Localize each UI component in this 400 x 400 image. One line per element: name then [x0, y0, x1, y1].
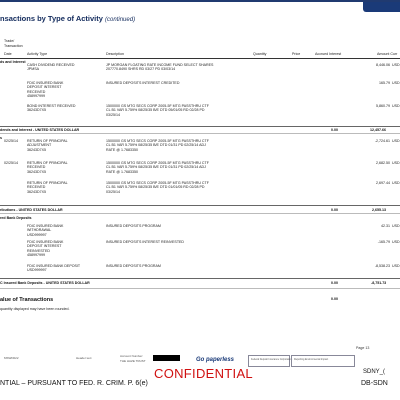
row-description-line: 1500000 GS MTG SECS CORP 2005-5F MTG PASSTHRU CTF: [106, 139, 209, 143]
row-activity-line: DEPOSIT INTEREST: [27, 244, 62, 249]
row-description-line: INSURED DEPOSITS PROGRAM: [106, 224, 161, 228]
row-amount: 8,446.06: [376, 63, 390, 67]
row-activity-line: 36243D7X5: [27, 189, 46, 194]
bates-prefix: SDNY_(: [363, 369, 386, 375]
account-name: THE HAZE TRUST: [120, 359, 146, 363]
row-currency: USD: [392, 63, 400, 67]
row-description-line: CL B1 VAR 5.759% 08/25/35 B/E DTD 01/31 PD 02/25/14 ADJ: [106, 165, 206, 170]
row-description-line: RATE @ 1.7683350: [106, 147, 138, 152]
section-dividends-accrued: 0.00: [331, 128, 338, 132]
redaction-bar: [153, 355, 180, 361]
row-currency: USD: [392, 224, 400, 228]
row-activity-line: CASH DIVIDEND RECEIVED: [27, 63, 75, 67]
row-description-line: 03/25/14: [106, 112, 120, 117]
page-title: nsactions by Type of Activity (continued): [0, 14, 136, 23]
row-activity-line: 458997999: [27, 252, 45, 257]
row-currency: USD: [392, 139, 400, 143]
row-description-line: CL B1 VAR 5.759% 08/25/35 B/E DTD 01/01/05 RD 02/28 PD: [106, 185, 205, 190]
page-number: Page 13: [356, 346, 370, 350]
section-rule: [0, 205, 400, 206]
rounding-note: quantity displayed may have been rounded.: [0, 307, 70, 311]
environment-box-text: Reporting Environmental Impact: [294, 358, 329, 361]
row-activity-line: USD999997: [27, 268, 47, 273]
confidential-stamp: CONFIDENTIAL: [154, 366, 253, 381]
row-currency: USD: [392, 104, 400, 108]
fdic-box: [248, 355, 293, 367]
top-rule: [0, 0, 400, 2]
col-description: Description: [106, 52, 124, 56]
row-amount: -2,724.61: [374, 139, 390, 143]
row-activity-line: REINVESTED: [27, 248, 50, 253]
row-currency: USD: [392, 161, 400, 165]
row-activity-line: RETURN OF PRINCIPAL: [27, 139, 68, 143]
row-activity-line: ADJUSTMENT: [27, 143, 52, 148]
row-description-line: INSURED DEPOSITS PROGRAM: [106, 264, 161, 268]
row-currency: USD: [392, 240, 400, 244]
row-activity-line: DEPOSIT INTEREST: [27, 85, 62, 90]
row-description-line: 1500000 GS MTG SECS CORP 2005-5F MTG PASSTHRU CTF: [106, 104, 209, 108]
total-value-title: alue of Transactions: [0, 297, 54, 303]
row-amount: -8,538.23: [374, 264, 390, 268]
header-rule: [0, 58, 400, 59]
row-activity-line: 36243D7X5: [27, 108, 46, 113]
row-date: 02/25/14: [4, 161, 18, 165]
row-activity-line: RETURN OF PRINCIPAL: [27, 161, 68, 165]
row-activity-line: RECEIVED: [27, 89, 46, 94]
row-activity-line: 36243D7X5: [27, 169, 46, 174]
row-activity-line: RECEIVED: [27, 185, 46, 190]
section-distributions-accrued: 0.00: [331, 208, 338, 212]
row-description-line: 207770.8490 SHRS RD 03/27 PD 03/03/14: [106, 67, 176, 72]
row-activity-line: FDIC INSURED BANK: [27, 81, 64, 85]
section-bank-deposits-amount: -8,751.73: [371, 281, 387, 285]
row-description-line: CL B1 VAR 5.759% 08/25/35 B/E DTD 05/01/05 RD 02/28 PD: [106, 108, 205, 113]
section-rule: [0, 126, 400, 127]
col-amount: Amount Curr: [377, 52, 398, 56]
row-activity-line: WITHDRAWAL: [27, 228, 52, 233]
row-currency: USD: [392, 81, 400, 85]
row-activity-line: FDIC INSURED BANK: [27, 240, 64, 244]
go-paperless-link[interactable]: Go paperless: [196, 357, 235, 363]
account-number-label: Account Number:: [120, 354, 144, 358]
col-activity: Activity Type: [27, 52, 48, 56]
row-amount: 42.31: [381, 224, 390, 228]
section-rule-light: [0, 288, 400, 289]
row-activity-line: USD999997: [27, 232, 47, 237]
row-amount: 2,682.50: [376, 161, 390, 165]
row-activity-line: FDIC INSURED BANK: [27, 224, 64, 228]
col-quantity: Quantity: [253, 52, 267, 56]
row-activity-line: BOND INTEREST RECEIVED: [27, 104, 76, 108]
row-currency: USD: [392, 181, 400, 185]
row-currency: USD: [392, 264, 400, 268]
section-dividends-total: dends and Interest - UNITED STATES DOLLAR: [0, 128, 80, 132]
section-distributions-total: ributions - UNITED STATES DOLLAR: [0, 208, 63, 212]
section-distributions-label: s: [0, 136, 2, 140]
bank-logo: [363, 2, 400, 12]
section-rule-light: [0, 213, 400, 214]
row-date: 02/25/14: [4, 139, 18, 143]
row-activity-line: JPMSA: [27, 67, 39, 72]
col-accrued: Accrued Interest: [315, 52, 342, 56]
row-description-line: 1500000 GS MTG SECS CORP 2005-5F MTG PASSTHRU CTF: [106, 181, 209, 185]
title-suffix: (continued): [105, 17, 136, 23]
section-rule: [0, 278, 400, 279]
row-description-line: RATE @ 1.7683350: [106, 169, 138, 174]
section-bank-deposits-total: C Insured Bank Deposits - UNITED STATES DOLLAR: [0, 281, 90, 285]
col-date: Date: [4, 52, 12, 56]
row-amount: 2,697.44: [376, 181, 390, 185]
section-rule-light: [0, 133, 400, 134]
row-description-line: 1500000 GS MTG SECS CORP 2005-5F MTG PASSTHRU CTF: [106, 161, 209, 165]
col-trade: Trade/: [4, 39, 15, 43]
section-dividends-amount: 12,457.66: [370, 128, 386, 132]
total-value-accrued: 0.00: [331, 297, 338, 301]
row-activity-line: RECEIVED: [27, 165, 46, 170]
row-description-line: INSURED DEPOSITS INTEREST CREDITED: [106, 81, 180, 85]
row-description-line: 03/25/14: [106, 189, 120, 194]
section-dividends-label: ds and Interest: [0, 60, 26, 64]
bates-number: DB-SDN: [361, 380, 388, 387]
row-amount: 5,860.79: [376, 104, 390, 108]
col-price: Price: [292, 52, 301, 56]
environment-box: [291, 355, 355, 367]
row-activity-line: 36243D7X5: [27, 147, 46, 152]
section-distributions-amount: 2,655.13: [372, 208, 386, 212]
row-activity-line: 458997999: [27, 93, 45, 98]
col-transaction: Transaction: [4, 44, 23, 48]
row-description-line: CL B1 VAR 5.759% 08/25/35 B/E DTD 01/31 PD 02/25/14 ADJ: [106, 143, 206, 148]
row-activity-line: RETURN OF PRINCIPAL: [27, 181, 68, 185]
row-amount: -165.79: [377, 240, 390, 244]
row-amount: 165.79: [379, 81, 390, 85]
row-description-line: JP MORGAN FLOATING RATE INCOME FUND SELECT SHARES: [106, 63, 214, 67]
footer-mid: Header text: [76, 356, 92, 360]
footer-code: MSWD022: [4, 356, 19, 360]
section-bank-deposits-accrued: 0.00: [331, 281, 338, 285]
legal-notice: NTIAL – PURSUANT TO FED. R. CRIM. P. 6(e): [0, 380, 148, 387]
row-activity-line: FDIC INSURED BANK DEPOSIT: [27, 264, 81, 268]
section-bank-deposits-label: red Bank Deposits: [0, 216, 32, 220]
fdic-box-text: Federal Deposit Insurance Corporation: [251, 358, 293, 361]
row-description-line: INSURED DEPOSITS INTEREST REINVESTED: [106, 240, 185, 244]
